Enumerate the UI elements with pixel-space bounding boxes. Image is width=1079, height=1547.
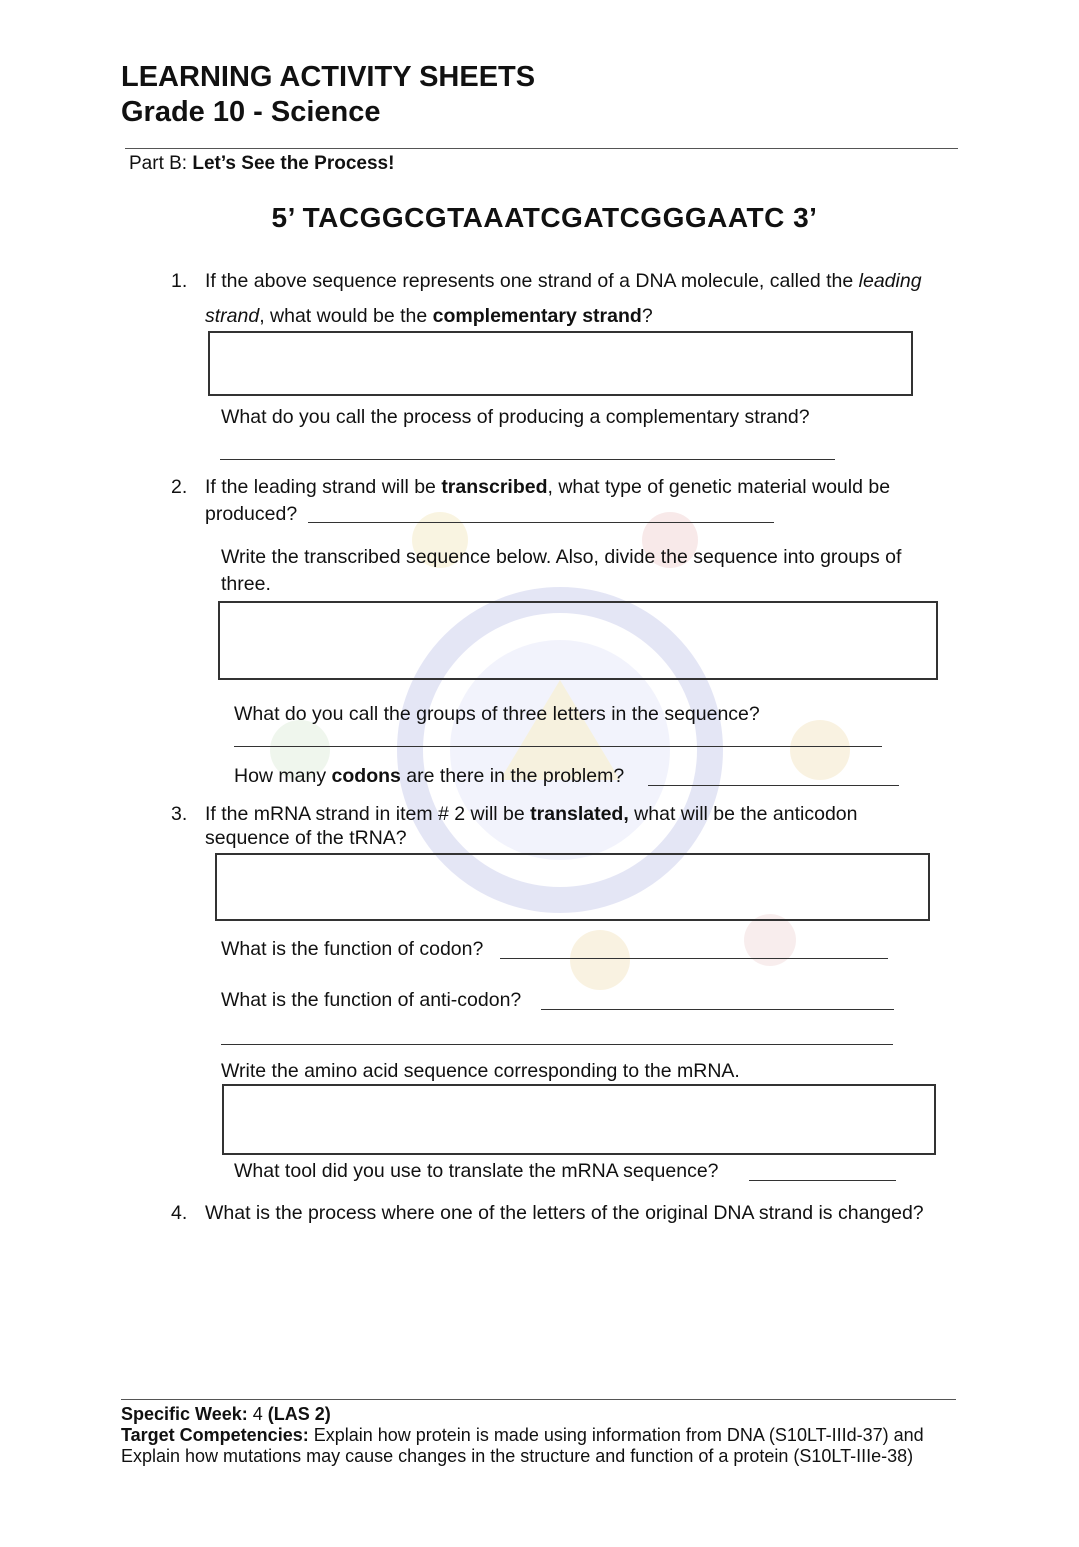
transcribed-sequence-answer-box[interactable] bbox=[218, 601, 938, 680]
q1-text-line1: If the above sequence represents one strand of a DNA molecule, called the leading bbox=[205, 270, 922, 292]
q3-number: 3. bbox=[171, 803, 188, 825]
q2-text-line1: If the leading strand will be transcribed, what type of genetic material would be bbox=[205, 476, 891, 498]
specific-week: Specific Week: 4 (LAS 2) bbox=[121, 1404, 331, 1424]
anticodon-function-answer-line-2[interactable] bbox=[221, 1044, 893, 1045]
q2-sub3: How many codons are there in the problem? bbox=[234, 765, 625, 787]
q3-sub1: What is the function of codon? bbox=[221, 938, 484, 960]
q1-subquestion: What do you call the process of producing a complementary strand? bbox=[221, 406, 810, 428]
anticodon-function-answer-line[interactable] bbox=[541, 1009, 894, 1010]
q2-sub1-line2: three. bbox=[221, 573, 271, 595]
sheet-title: LEARNING ACTIVITY SHEETS bbox=[121, 61, 536, 93]
anticodon-sequence-answer-box[interactable] bbox=[215, 853, 930, 921]
q2-sub1-line1: Write the transcribed sequence below. Also, divide the sequence into groups of bbox=[221, 546, 902, 568]
codon-name-answer-line[interactable] bbox=[234, 746, 882, 747]
q3-sub3: Write the amino acid sequence corresponding to the mRNA. bbox=[221, 1060, 740, 1082]
q3-sub4: What tool did you use to translate the mRNA sequence? bbox=[234, 1160, 719, 1182]
genetic-material-answer-line[interactable] bbox=[308, 522, 774, 523]
dna-sequence: 5’ TACGGCGTAAATCGATCGGGAATC 3’ bbox=[271, 202, 818, 233]
q4-number: 4. bbox=[171, 1202, 188, 1224]
q1-number: 1. bbox=[171, 270, 188, 292]
q1-answer-line[interactable] bbox=[220, 459, 835, 460]
q4-text: What is the process where one of the letters of the original DNA strand is changed? bbox=[205, 1202, 924, 1224]
complementary-strand-answer-box[interactable] bbox=[208, 331, 913, 396]
codon-function-answer-line[interactable] bbox=[500, 958, 888, 959]
footer-rule bbox=[121, 1399, 956, 1400]
codon-count-answer-line[interactable] bbox=[648, 785, 899, 786]
part-heading: Part B: Let’s See the Process! bbox=[129, 153, 395, 174]
target-competencies-line1: Target Competencies: Explain how protein is made using information from DNA (S10LT-IIId-37) and bbox=[121, 1425, 924, 1445]
q2-number: 2. bbox=[171, 476, 188, 498]
q3-sub2: What is the function of anti-codon? bbox=[221, 989, 522, 1011]
q2-sub2: What do you call the groups of three letters in the sequence? bbox=[234, 703, 760, 725]
header-rule bbox=[125, 148, 958, 149]
amino-acid-sequence-answer-box[interactable] bbox=[222, 1084, 936, 1155]
target-competencies-line2: Explain how mutations may cause changes in the structure and function of a protein (S10LT-IIIe-38) bbox=[121, 1446, 914, 1466]
sheet-subtitle: Grade 10 - Science bbox=[121, 96, 381, 128]
translation-tool-answer-line[interactable] bbox=[749, 1180, 896, 1181]
q3-text-line2: sequence of the tRNA? bbox=[205, 827, 407, 849]
q2-text-line2: produced? bbox=[205, 503, 298, 525]
q3-text-line1: If the mRNA strand in item # 2 will be translated, what will be the anticodon bbox=[205, 803, 858, 825]
q1-text-line2: strand, what would be the complementary strand? bbox=[205, 305, 653, 327]
